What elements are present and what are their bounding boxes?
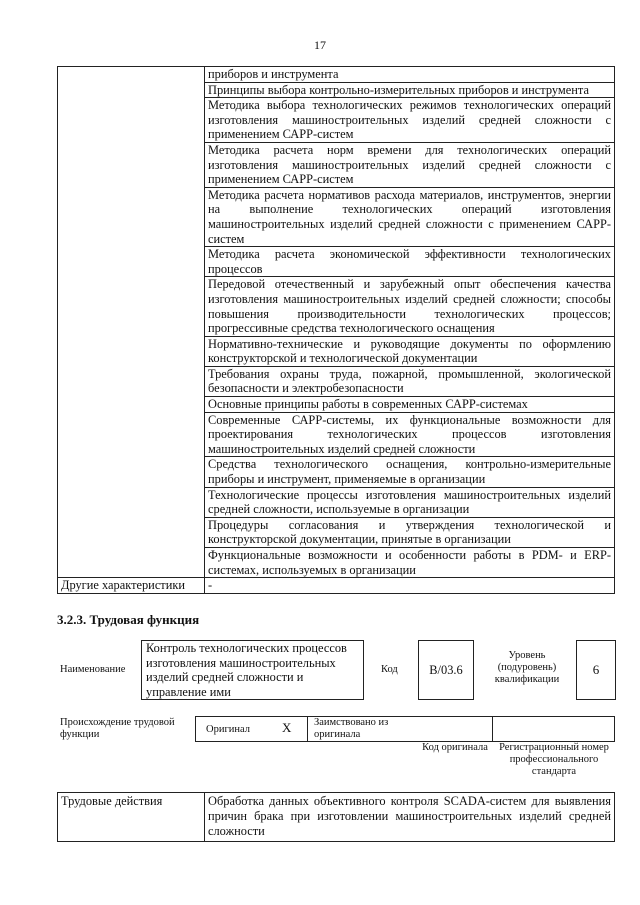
level-label: Уровень (подуровень) квалификации <box>494 650 560 685</box>
knowledge-item: приборов и инструмента <box>205 67 615 83</box>
knowledge-table <box>57 66 615 594</box>
other-characteristics-label: Другие характеристики <box>58 578 205 594</box>
origin-row <box>195 716 615 742</box>
actions-table <box>57 792 615 842</box>
table-row <box>58 67 615 83</box>
code-label: Код <box>381 664 398 675</box>
table-row <box>58 578 615 594</box>
level-value: 6 <box>592 662 600 677</box>
borrowed-label: Заимствовано из оригинала <box>314 717 389 740</box>
table-row <box>58 793 615 842</box>
other-characteristics-value: - <box>205 578 615 594</box>
origin-label: Происхождение трудовой функции <box>60 717 175 740</box>
function-name-box <box>141 640 364 700</box>
actions-label: Трудовые действия <box>58 793 205 842</box>
knowledge-item: Методика расчета экономической эффективности технологических процессов <box>205 247 615 277</box>
code-original-caption: Код оригинала <box>422 742 488 753</box>
section-title: 3.2.3. Трудовая функция <box>57 612 200 627</box>
knowledge-item: Основные принципы работы в современных САРР-системах <box>205 397 615 413</box>
knowledge-item: Методика расчета норм времени для технологических операций изготовления машиностроительных изделий средней сложности с применением САРР-систем <box>205 142 615 187</box>
function-name: Контроль технологических процессов изготовления машиностроительных изделий средней сложности и управление ими <box>146 641 347 699</box>
reg-number-caption: Регистрационный номер профессионального стандарта <box>499 742 609 777</box>
function-code-box <box>418 640 474 700</box>
actions-value: Обработка данных объективного контроля SCADA-систем для выявления причин брака при изготовлении машиностроительных изделий средней сложности <box>205 793 615 842</box>
original-label: Оригинал <box>206 724 250 735</box>
knowledge-item: Методика выбора технологических режимов технологических операций изготовления машиностроительных изделий средней сложности с применением САРР-систем <box>205 98 615 143</box>
knowledge-item: Средства технологического оснащения, контрольно-измерительные приборы и инструмент, применяемые в организации <box>205 457 615 487</box>
function-code: В/03.6 <box>429 662 463 677</box>
name-label: Наименование <box>60 664 126 675</box>
knowledge-item: Принципы выбора контрольно-измерительных приборов и инструмента <box>205 82 615 98</box>
knowledge-item: Нормативно-технические и руководящие документы по оформлению конструкторской и технологической документации <box>205 336 615 366</box>
knowledge-item: Функциональные возможности и особенности работы в PDM- и ERP-системах, используемых в организации <box>205 548 615 578</box>
level-box <box>576 640 616 700</box>
knowledge-item: Требования охраны труда, пожарной, промышленной, экологической безопасности и электробезопасности <box>205 366 615 396</box>
original-mark: X <box>282 720 292 735</box>
knowledge-item: Методика расчета нормативов расхода материалов, инструментов, энергии на выполнение технологических операций изготовления машиностроительных изделий средней сложности с применением САРР-систем <box>205 187 615 246</box>
knowledge-item: Современные САРР-системы, их функциональные возможности для проектирования технологических процессов изготовления машиностроительных изделий средней сложности <box>205 412 615 457</box>
knowledge-label-cell <box>58 67 205 578</box>
knowledge-item: Передовой отечественный и зарубежный опыт обеспечения качества изготовления машиностроительных изделий средней сложности; способы повышения производительности технологических процессов; прогрессивные средства технологического оснащения <box>205 277 615 336</box>
page-number: 17 <box>314 38 326 52</box>
knowledge-item: Процедуры согласования и утверждения технологической и конструкторской документации, принятые в организации <box>205 517 615 547</box>
knowledge-item: Технологические процессы изготовления машиностроительных изделий средней сложности, используемые в организации <box>205 487 615 517</box>
